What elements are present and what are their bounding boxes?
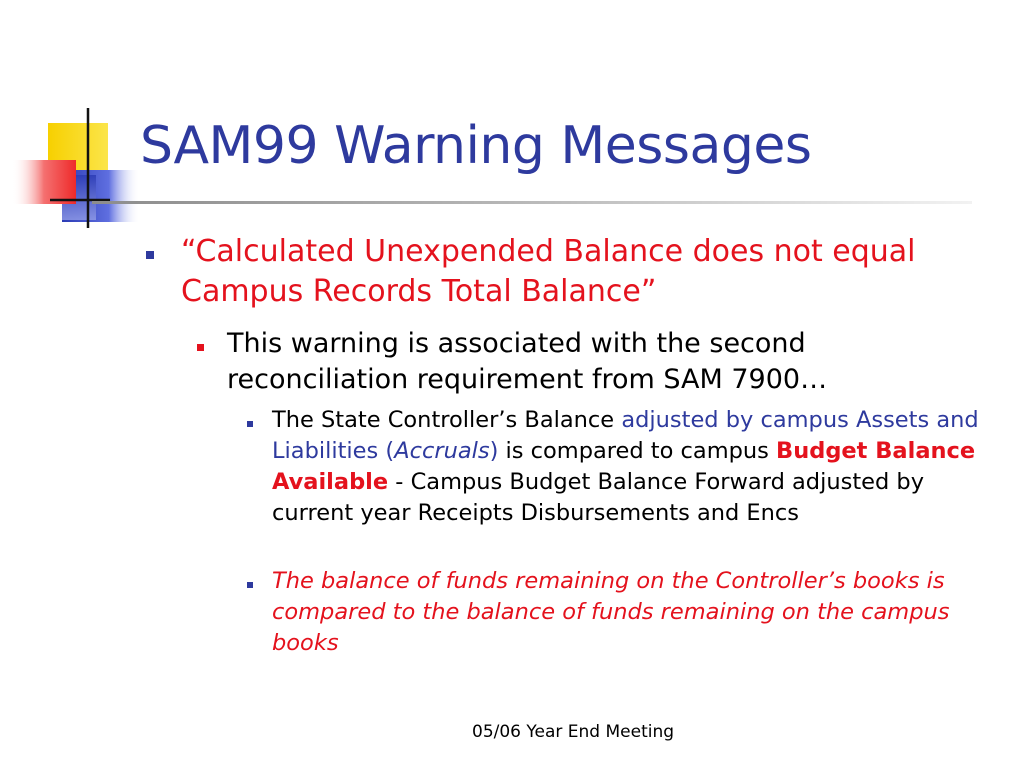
bullet-level2-warning-association: This warning is associated with the second reconciliation requirement from SAM 7900… — [227, 328, 828, 395]
bullet3-highlight-close-paren: ) — [489, 438, 499, 464]
bullet-marker-level1 — [146, 251, 154, 259]
bullet3-text-part5: is compared to campus — [498, 438, 777, 464]
bullet3-text-part1: The State Controller’s Balance — [272, 407, 622, 433]
bullet3-highlight-budget-balance: Budget Balance Available — [272, 438, 976, 495]
title-divider — [92, 201, 972, 204]
bullet-level1-quote: “Calculated Unexpended Balance does not equal Campus Records Total Balance” — [181, 234, 916, 309]
bullet3-highlight-adjusted: adjusted by campus Assets and Liabilities ( — [272, 407, 979, 464]
bullet-marker-level3-second — [247, 582, 253, 588]
bullet3-text-part7: - Campus Budget Balance Forward adjusted by current year Receipts Disbursements and Encs — [272, 469, 925, 526]
bullet3-highlight-accruals: Accruals — [394, 438, 490, 464]
bullet-level3-balance-of-funds: The balance of funds remaining on the Controller’s books is compared to the balance of funds remaining on the campus books — [272, 568, 950, 656]
slide-footer: 05/06 Year End Meeting — [472, 722, 675, 742]
bullet-marker-level3-first — [247, 421, 253, 427]
bullet-level3-controller-balance — [272, 405, 982, 529]
bullet-marker-level2 — [197, 344, 204, 351]
slide-title: SAM99 Warning Messages — [140, 116, 812, 176]
slide-logo-decoration — [0, 0, 140, 240]
